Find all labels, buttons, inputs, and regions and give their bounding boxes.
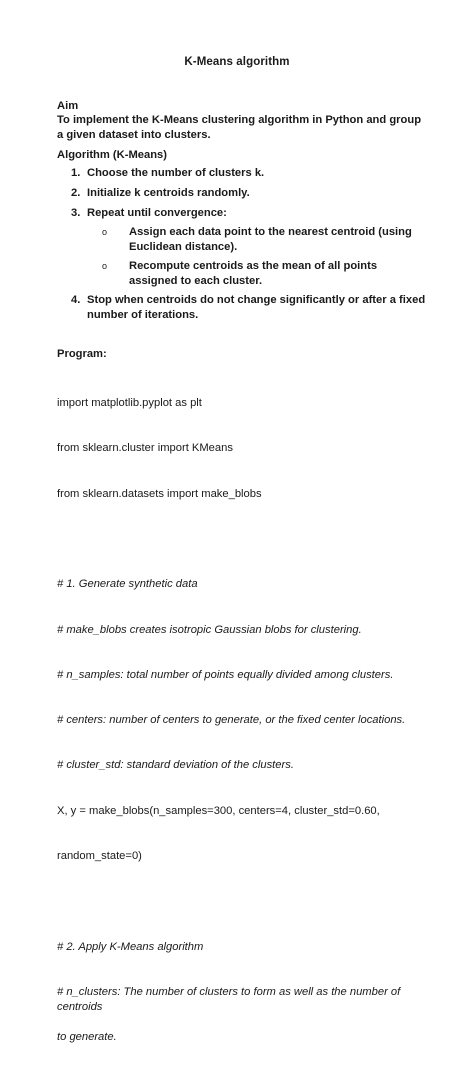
code-line: from sklearn.datasets import make_blobs xyxy=(57,487,262,500)
code-comment: # cluster_std: standard deviation of the clusters. xyxy=(57,759,294,772)
step-number: 2. xyxy=(71,187,81,199)
code-line: from sklearn.cluster import KMeans xyxy=(57,442,233,455)
code-comment: to generate. xyxy=(57,1031,117,1044)
step-number: 1. xyxy=(71,167,81,179)
code-comment: # 1. Generate synthetic data xyxy=(57,578,198,591)
code-line xyxy=(57,532,427,547)
substep-text: Recompute centroids as the mean of all points assigned to each cluster. xyxy=(129,260,378,287)
code-line: random_state=0) xyxy=(57,850,142,862)
step-number: 3. xyxy=(71,207,81,219)
substep-text: Assign each data point to the nearest centroid (using Euclidean distance). xyxy=(129,226,412,253)
step-number: 4. xyxy=(71,294,81,306)
code-comment: # centers: number of centers to generate, or the fixed center locations. xyxy=(57,714,406,727)
step-text: Repeat until convergence: xyxy=(87,207,227,219)
algorithm-heading: Algorithm (K-Means) xyxy=(57,149,168,161)
code-comment: # make_blobs creates isotropic Gaussian blobs for clustering. xyxy=(57,623,362,636)
aim-label: Aim xyxy=(57,100,79,112)
code-comment: # n_samples: total number of points equally divided among clusters. xyxy=(57,668,394,681)
step-text: Stop when centroids do not change significantly or after a fixed number of iterations. xyxy=(87,294,426,321)
code-comment: # n_clusters: The number of clusters to form as well as the number of centroids xyxy=(57,985,404,1013)
code-line: X, y = make_blobs(n_samples=300, centers=4, cluster_std=0.60, xyxy=(57,804,380,817)
code-comment: # 2. Apply K-Means algorithm xyxy=(57,940,204,953)
step-text: Initialize k centroids randomly. xyxy=(87,187,250,199)
bullet-icon: o xyxy=(102,261,108,271)
code-line xyxy=(57,894,427,909)
document-title: K-Means algorithm xyxy=(184,56,290,68)
bullet-icon: o xyxy=(102,227,108,237)
aim-text: To implement the K-Means clustering algorithm in Python and group a given dataset into clusters. xyxy=(57,114,422,141)
step-text: Choose the number of clusters k. xyxy=(87,167,265,179)
program-label: Program: xyxy=(57,348,107,360)
program-code xyxy=(57,366,427,1075)
code-line: import matplotlib.pyplot as plt xyxy=(57,397,202,410)
